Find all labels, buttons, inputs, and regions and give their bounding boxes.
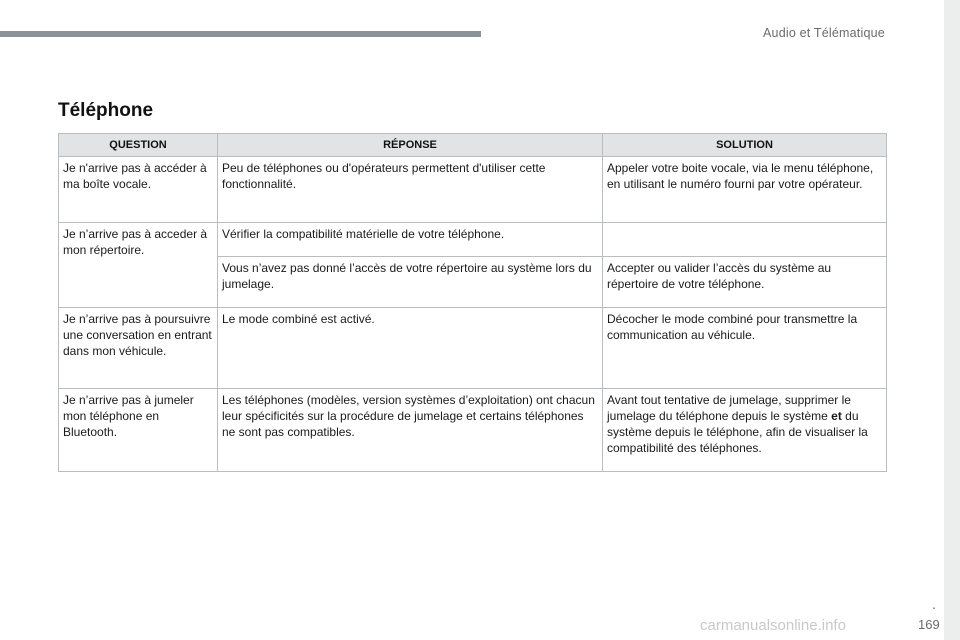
solution-cell: Décocher le mode combiné pour transmettre la communication au véhicule.	[603, 308, 887, 389]
table-row	[59, 223, 887, 257]
table-header-row	[59, 134, 887, 157]
solution-text-bold: et	[831, 409, 842, 423]
solution-cell: Appeler votre boite vocale, via le menu téléphone, en utilisant le numéro fourni par votre opérateur.	[603, 157, 887, 223]
question-cell: Je n’arrive pas à acceder à mon répertoire.	[59, 223, 218, 308]
page-title: Téléphone	[58, 100, 154, 121]
page-number: 169	[918, 617, 940, 632]
column-header-response: RÉPONSE	[218, 134, 603, 157]
response-cell: Le mode combiné est activé.	[218, 308, 603, 389]
response-cell: Vérifier la compatibilité matérielle de votre téléphone.	[218, 223, 603, 257]
solution-cell: Accepter ou valider l’accès du système au répertoire de votre téléphone.	[603, 257, 887, 308]
solution-cell	[603, 389, 887, 472]
solution-text-after: du système depuis le téléphone, afin de visualiser la compatibilité des téléphones.	[607, 409, 868, 455]
troubleshooting-table	[58, 133, 887, 472]
side-margin-strip	[944, 0, 960, 640]
solution-cell	[603, 223, 887, 257]
response-cell: Vous n’avez pas donné l’accès de votre répertoire au système lors du jumelage.	[218, 257, 603, 308]
section-header-title: Audio et Télématique	[763, 26, 885, 40]
table-row	[59, 157, 887, 223]
watermark-text: carmanualsonline.info	[700, 617, 846, 634]
response-cell: Peu de téléphones ou d'opérateurs permettent d'utiliser cette fonctionnalité.	[218, 157, 603, 223]
page-marker: .	[932, 596, 936, 612]
column-header-solution: SOLUTION	[603, 134, 887, 157]
top-accent-bar	[0, 31, 481, 37]
response-cell: Les téléphones (modèles, version systèmes d’exploitation) ont chacun leur spécificités sur la procédure de jumelage et certains téléphones ne sont pas compatibles.	[218, 389, 603, 472]
table-row	[59, 308, 887, 389]
table-row	[59, 389, 887, 472]
solution-text-before: Avant tout tentative de jumelage, supprimer le jumelage du téléphone depuis le système	[607, 393, 851, 423]
question-cell: Je n’arrive pas à poursuivre une conversation en entrant dans mon véhicule.	[59, 308, 218, 389]
question-cell: Je n’arrive pas à jumeler mon téléphone en Bluetooth.	[59, 389, 218, 472]
question-cell: Je n'arrive pas à accéder à ma boîte vocale.	[59, 157, 218, 223]
column-header-question: QUESTION	[59, 134, 218, 157]
